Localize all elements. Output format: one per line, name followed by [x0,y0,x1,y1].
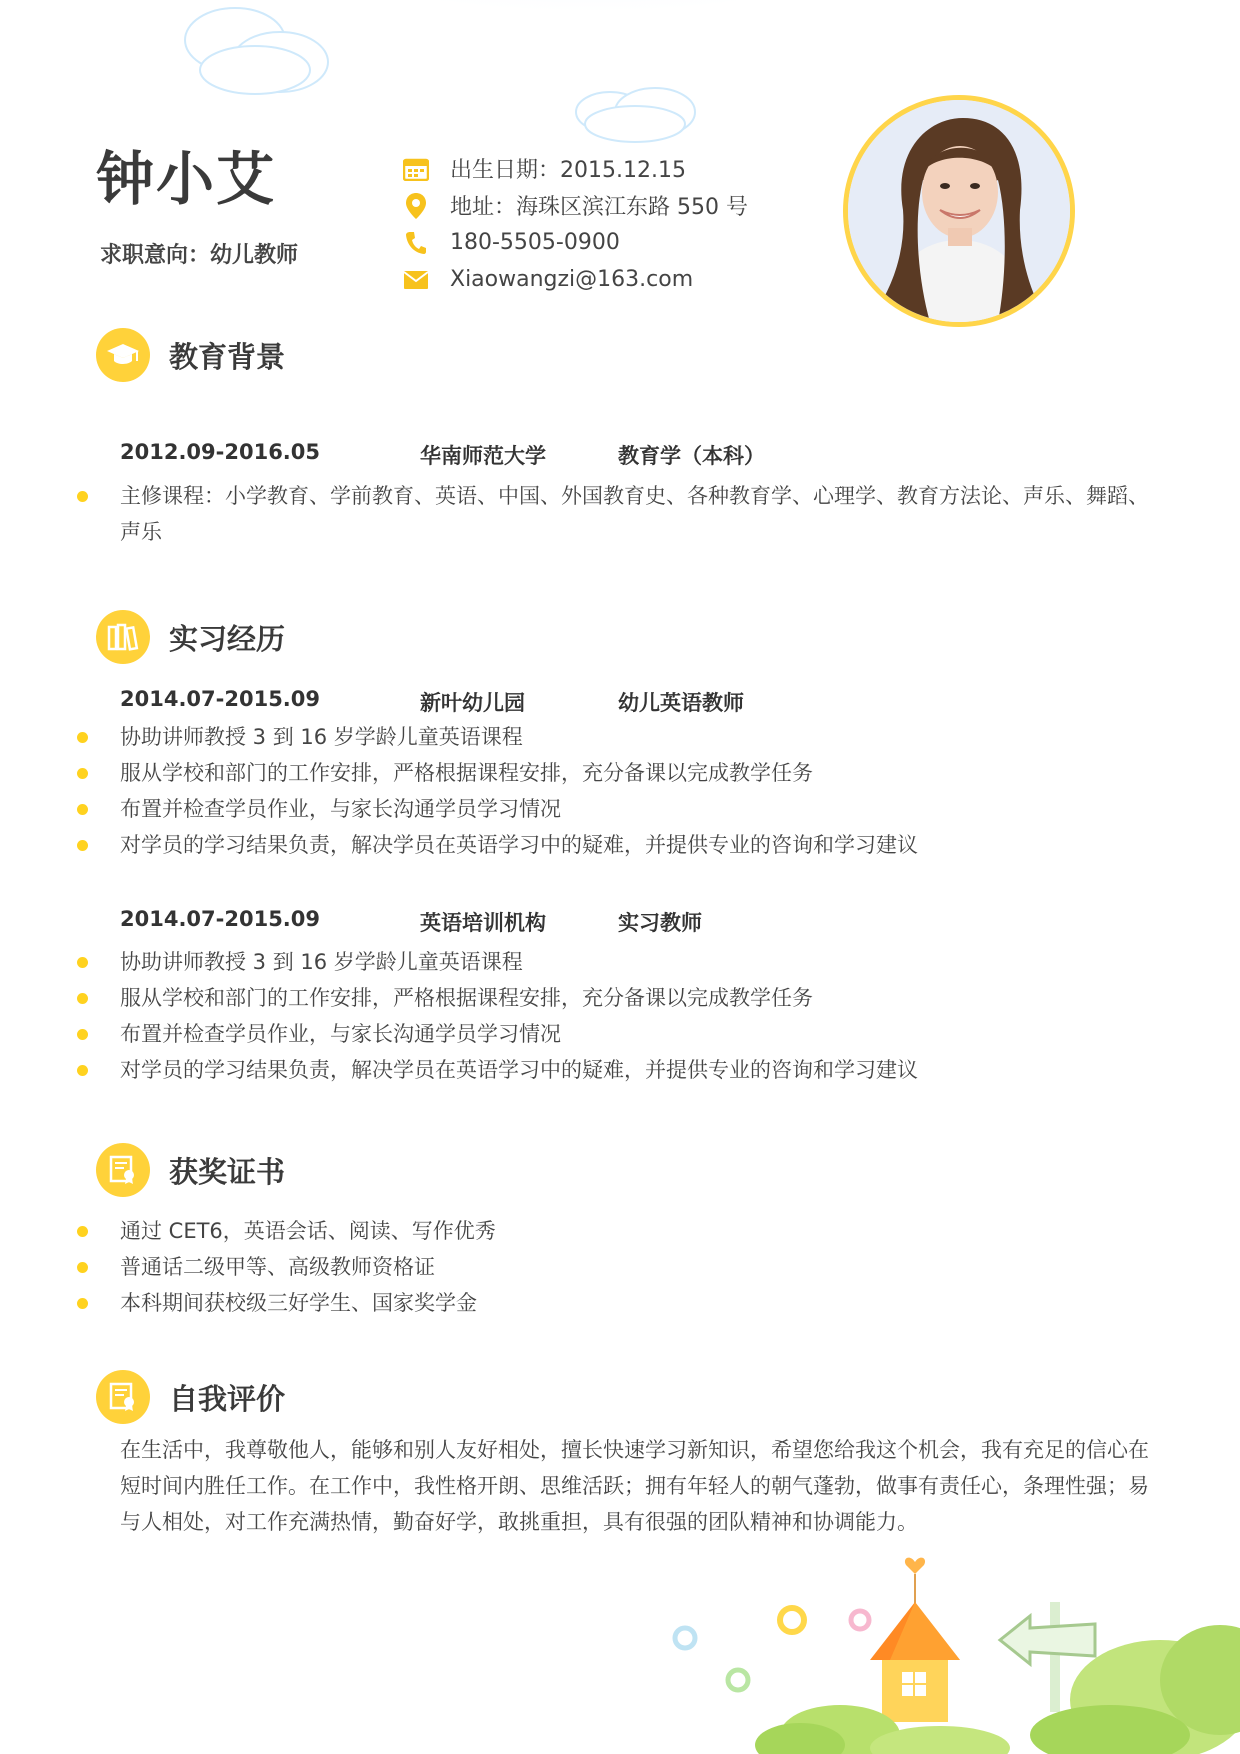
phone-icon [402,229,430,257]
phone-number: 180-5505-0900 [450,230,620,255]
section-internship-header [96,610,285,664]
books-icon [96,610,150,664]
cloud-icon [576,88,695,142]
internship-date: 2014.07-2015.09 [120,907,321,931]
list-item: 服从学校和部门的工作安排，严格根据课程安排，充分备课以完成教学任务 [77,755,918,791]
education-major: 教育学（本科） [618,444,765,468]
internship-org: 新叶幼儿园 [420,691,525,715]
list-item: 普通话二级甲等、高级教师资格证 [77,1249,496,1285]
list-item: 布置并检查学员作业，与家长沟通学员学习情况 [77,1016,918,1052]
list-item: 布置并检查学员作业，与家长沟通学员学习情况 [77,791,918,827]
candidate-name: 钟小艾 [96,145,277,213]
awards-list [77,1213,496,1321]
list-item: 协助讲师教授 3 到 16 岁学龄儿童英语课程 [77,719,918,755]
internship-date: 2014.07-2015.09 [120,687,321,711]
contact-info [402,150,748,298]
contact-address [402,187,748,224]
bubble-icon [728,1670,748,1690]
list-item: 服从学校和部门的工作安排，严格根据课程安排，充分备课以完成教学任务 [77,980,918,1016]
decorative-illustration [640,1520,1240,1754]
section-self-eval-header [96,1370,285,1424]
internship-role: 实习教师 [618,911,702,935]
calendar-icon [402,155,430,183]
email-address: Xiaowangzi@163.com [450,267,694,292]
contact-phone [402,224,748,261]
section-awards-title: 获奖证书 [169,1154,286,1189]
contact-email [402,261,748,298]
section-education-title: 教育背景 [169,339,286,374]
bubble-icon [851,1611,869,1629]
bubble-icon [780,1608,804,1632]
job-intention: 求职意向：幼儿教师 [100,243,299,268]
address: 地址：海珠区滨江东路 550 号 [450,195,748,220]
certificate-icon [96,1370,150,1424]
section-internship-title: 实习经历 [169,621,286,656]
graduation-cap-icon [96,328,150,382]
education-school: 华南师范大学 [420,444,546,468]
internship-role: 幼儿英语教师 [618,691,744,715]
envelope-icon [402,266,430,294]
self-evaluation-text: 在生活中，我尊敬他人，能够和别人友好相处，擅长快速学习新知识，希望您给我这个机会，我有充足的信心在短时间内胜任工作。在工作中，我性格开朗、思维活跃；拥有年轻人的朝气蓬勃，做事有责任心，条理性强；易与人相处，对工作充满热情，勤奋好学，敢挑重担，具有很强的团队精神和协调能力。 [120,1438,1149,1534]
bubble-icon [675,1628,695,1648]
section-education-header [96,328,285,382]
certificate-icon [96,1143,150,1197]
profile-photo [843,95,1075,327]
internship-org: 英语培训机构 [420,911,546,935]
list-item: 对学员的学习结果负责，解决学员在英语学习中的疑难，并提供专业的咨询和学习建议 [77,827,918,863]
house-icon [870,1558,960,1722]
education-courses: 主修课程：小学教育、学前教育、英语、中国、外国教育史、各种教育学、心理学、教育方法论、声乐、舞蹈、声乐 [77,478,1157,550]
education-date: 2012.09-2016.05 [120,440,321,464]
list-item: 对学员的学习结果负责，解决学员在英语学习中的疑难，并提供专业的咨询和学习建议 [77,1052,918,1088]
birth-date: 出生日期：2015.12.15 [450,158,686,183]
internship-duties-list [77,944,918,1088]
list-item: 协助讲师教授 3 到 16 岁学龄儿童英语课程 [77,944,918,980]
list-item: 本科期间获校级三好学生、国家奖学金 [77,1285,496,1321]
list-item: 通过 CET6，英语会话、阅读、写作优秀 [77,1213,496,1249]
contact-birth [402,150,748,187]
section-awards-header [96,1143,285,1197]
section-self-eval-title: 自我评价 [169,1381,286,1416]
internship-duties-list [77,719,918,863]
location-pin-icon [402,192,430,220]
